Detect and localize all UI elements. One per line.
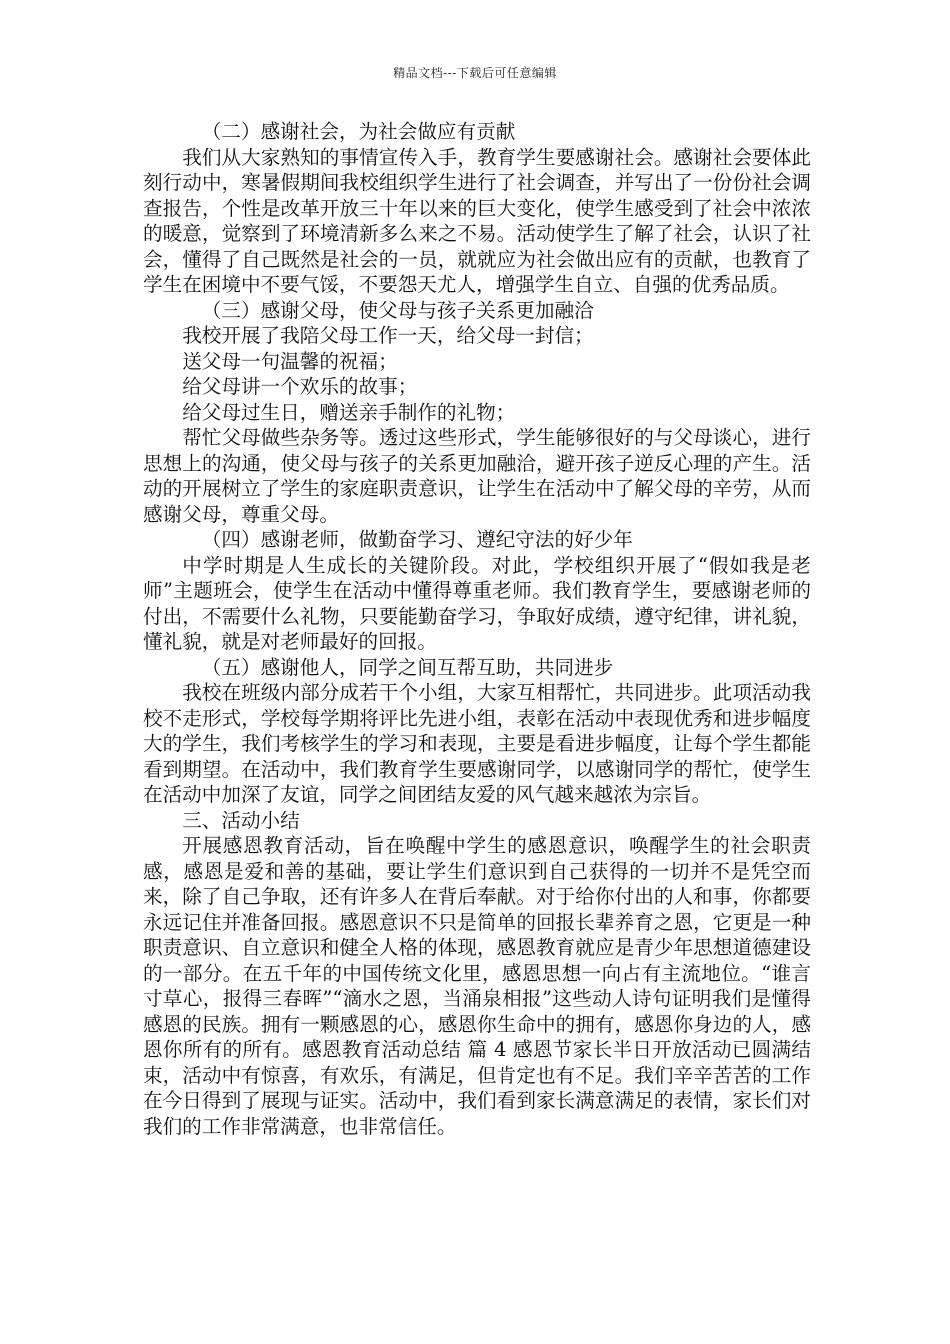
- paragraph: 中学时期是人生成长的关键阶段。对此，学校组织开展了“假如我是老师”主题班会，使学生在活动中懂得尊重老师。我们教育学生，要感谢老师的付出，不需要什么礼物，只要能勤奋学习，争取好成绩，遵守纪律，讲礼貌，懂礼貌，就是对老师最好的回报。: [143, 553, 811, 653]
- section-heading-2: （二）感谢社会，为社会做应有贡献: [201, 120, 516, 143]
- page-header: 精品文档---下载后可任意编辑: [393, 66, 557, 80]
- paragraph: 送父母一句温馨的祝福；: [182, 349, 398, 373]
- paragraph: 我校开展了我陪父母工作一天，给父母一封信；: [182, 324, 594, 347]
- section-heading-5: （五）感谢他人，同学之间互帮互助，共同进步: [201, 655, 614, 679]
- paragraph: 我们从大家熟知的事情宣传入手，教育学生要感谢社会。感谢社会要体此刻行动中，寒暑假期间我校组织学生进行了社会调查，并写出了一份份社会调查报告，个性是改革开放三十年以来的巨大变化，使学生感受到了社会中浓浓的暖意，觉察到了环境清新多么来之不易。活动使学生了解了社会，认识了社会，懂得了自己既然是社会的一员，就就应为社会做出应有的贡献，也教育了学生在困境中不要气馁，不要怨天尤人，增强学生自立、自强的优秀品质。: [143, 145, 811, 296]
- section-heading-4: （四）感谢老师，做勤奋学习、遵纪守法的好少年: [201, 528, 633, 551]
- paragraph: 给父母讲一个欢乐的故事；: [182, 375, 418, 398]
- paragraph: 帮忙父母做些杂务等。透过这些形式，学生能够很好的与父母谈心，进行思想上的沟通，使父母与孩子的关系更加融洽，避开孩子逆反心理的产生。活动的开展树立了学生的家庭职责意识，让学生在活动中了解父母的辛劳，从而感谢父母，尊重父母。: [143, 426, 811, 526]
- section-heading-summary: 三、活动小结: [182, 808, 300, 832]
- section-heading-3: （三）感谢父母，使父母与孩子关系更加融洽: [201, 298, 594, 322]
- paragraph: 开展感恩教育活动，旨在唤醒中学生的感恩意识，唤醒学生的社会职责感，感恩是爱和善的基础，要让学生们意识到自己获得的一切并不是凭空而来，除了自己争取，还有许多人在背后奉献。对于给你付出的人和事，你都要永远记住并准备回报。感恩意识不只是简单的回报长辈养育之恩，它更是一种职责意识、自立意识和健全人格的体现，感恩教育就应是青少年思想道德建设的一部分。在五千年的中国传统文化里，感恩思想一向占有主流地位。“谁言寸草心，报得三春晖”“滴水之恩，当涌泉相报”这些动人诗句证明我们是懂得感恩的民族。拥有一颗感恩的心，感恩你生命中的拥有，感恩你身边的人，感恩你所有的所有。感恩教育活动总结 篇 4 感恩节家长半日开放活动已圆满结束，活动中有惊喜，有欢乐，有满足，但肯定也有不足。我们辛辛苦苦的工作在今日得到了展现与证实。活动中，我们看到家长满意满足的表情，家长们对我们的工作非常满意，也非常信任。: [143, 834, 811, 1138]
- paragraph: 给父母过生日，赠送亲手制作的礼物；: [182, 400, 516, 424]
- paragraph: 我校在班级内部分成若干个小组，大家互相帮忙，共同进步。此项活动我校不走形式，学校每学期将评比先进小组，表彰在活动中表现优秀和进步幅度大的学生，我们考核学生的学习和表现，主要是看进步幅度，让每个学生都能看到期望。在活动中，我们教育学生要感谢同学，以感谢同学的帮忙，使学生在活动中加深了友谊，同学之间团结友爱的风气越来越浓为宗旨。: [143, 681, 811, 806]
- document-body: [143, 119, 811, 1139]
